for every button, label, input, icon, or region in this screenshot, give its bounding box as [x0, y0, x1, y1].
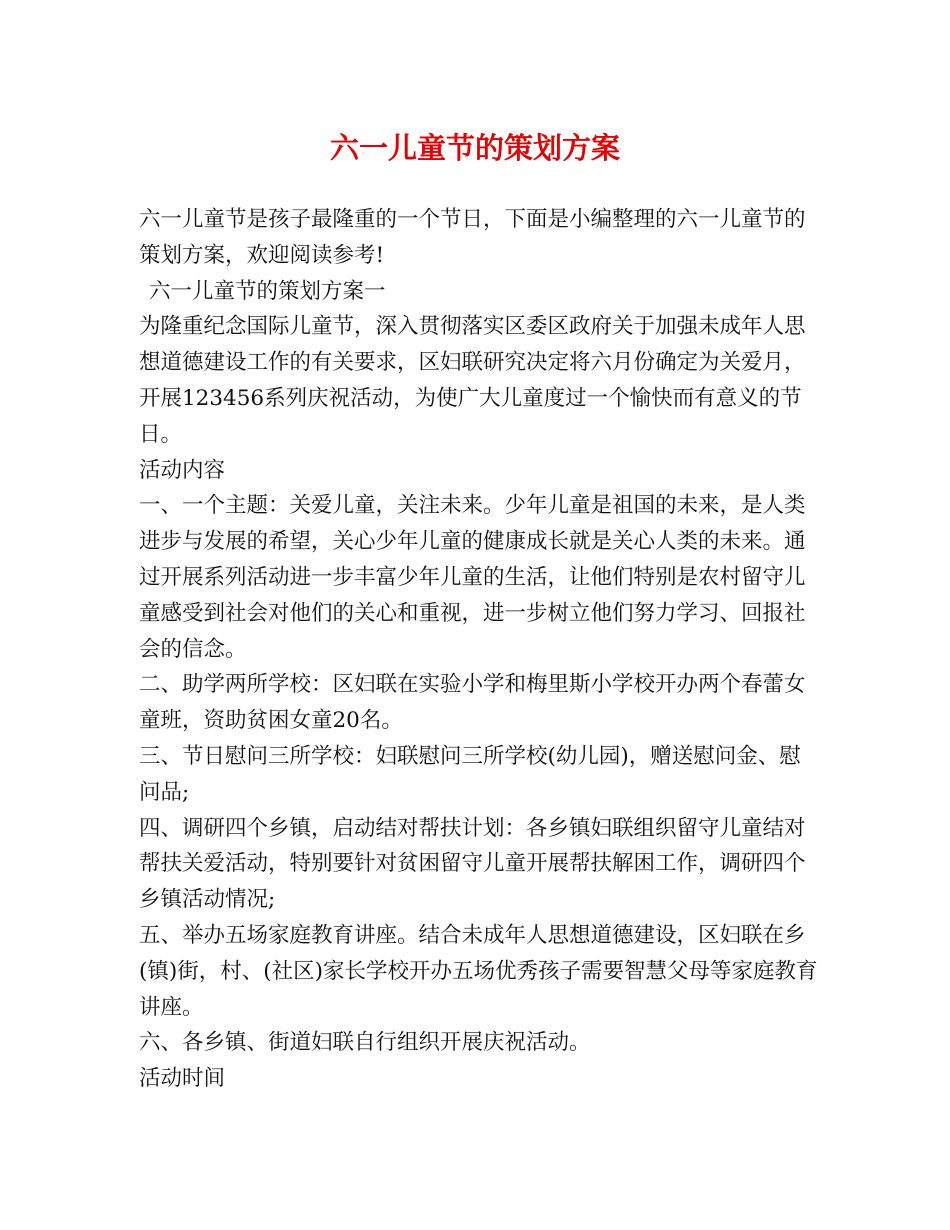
purpose-paragraph: 为隆重纪念国际儿童节，深入贯彻落实区委区政府关于加强未成年人思想道德建设工作的有关要求，区妇联研究决定将六月份确定为关爱月，开展123456系列庆祝活动，为使广大儿童度过一个愉快而有意义的节日。 [139, 314, 806, 447]
list-item: 一、一个主题：关爱儿童，关注未来。少年儿童是祖国的未来，是人类进步与发展的希望，关心少年儿童的健康成长就是关心人类的未来。通过开展系列活动进一步丰富少年儿童的生活，让他们特别是农村留守儿童感受到社会对他们的关心和重视，进一步树立他们努力学习、回报社会的信念。 [139, 493, 806, 662]
list-item: 六、各乡镇、街道妇联自行组织开展庆祝活动。 [139, 1030, 591, 1056]
list-item: 二、助学两所学校：区妇联在实验小学和梅里斯小学校开办两个春蕾女童班，资助贫困女童20名。 [139, 672, 806, 734]
subheading-activity-time: 活动时间 [139, 1066, 226, 1092]
section-heading: 六一儿童节的策划方案一 [149, 278, 386, 304]
subheading-activity-content: 活动内容 [139, 457, 226, 483]
intro-paragraph: 六一儿童节是孩子最隆重的一个节日，下面是小编整理的六一儿童节的策划方案，欢迎阅读参考! [139, 207, 806, 268]
list-item: 五、举办五场家庭教育讲座。结合未成年人思想道德建设，区妇联在乡(镇)街，村、(社区)家长学校开办五场优秀孩子需要智慧父母等家庭教育讲座。 [139, 922, 818, 1020]
document-title: 六一儿童节的策划方案 [329, 131, 620, 165]
list-item: 四、调研四个乡镇，启动结对帮扶计划：各乡镇妇联组织留守儿童结对帮扶关爱活动，特别要针对贫困留守儿童开展帮扶解困工作，调研四个乡镇活动情况; [139, 815, 806, 913]
document-body [139, 202, 819, 1097]
list-item: 三、节日慰问三所学校：妇联慰问三所学校(幼儿园)，赠送慰问金、慰问品; [139, 743, 801, 805]
